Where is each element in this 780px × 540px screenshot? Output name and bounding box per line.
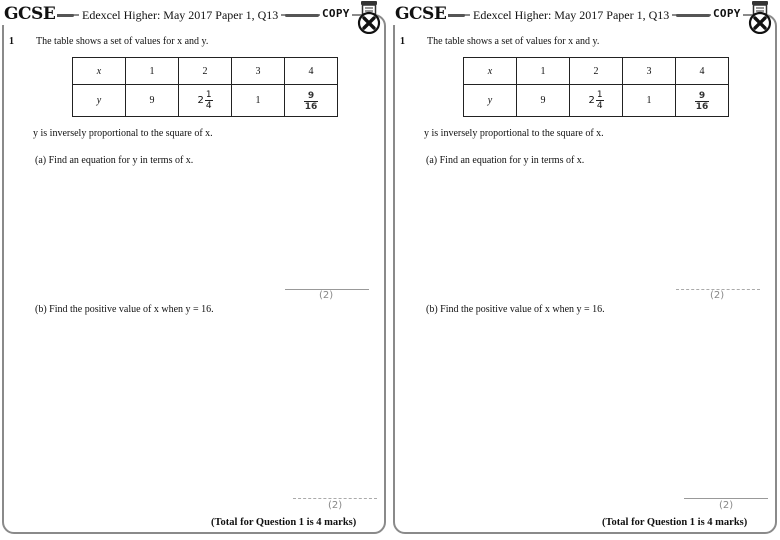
question-number: 1 xyxy=(400,36,405,47)
table-header-y: y xyxy=(73,85,126,117)
table-row-y xyxy=(73,85,338,117)
table-cell xyxy=(676,85,729,117)
part-b-answer-line[interactable] xyxy=(293,498,377,499)
header-rule xyxy=(676,14,710,17)
fraction-denominator: 16 xyxy=(304,101,318,112)
fraction-numerator: 9 xyxy=(307,90,315,101)
worksheet-panel-right xyxy=(391,0,780,540)
part-a-prompt: (a) Find an equation for y in terms of x. xyxy=(35,155,194,166)
proportion-statement: y is inversely proportional to the square of x. xyxy=(424,128,604,139)
copy-cancel-icon[interactable] xyxy=(354,0,384,34)
table-cell xyxy=(179,85,232,117)
fraction xyxy=(304,91,319,112)
exam-title: Edexcel Higher: May 2017 Paper 1, Q13 xyxy=(79,7,281,23)
question-total: (Total for Question 1 is 4 marks) xyxy=(211,517,357,528)
copy-label[interactable]: COPY xyxy=(322,7,350,20)
fraction-denominator: 4 xyxy=(596,101,603,111)
header-rule xyxy=(285,14,319,17)
table-cell: 4 xyxy=(676,58,729,85)
table-row-x xyxy=(73,58,338,85)
table-header-x: x xyxy=(464,58,517,85)
fraction-denominator: 4 xyxy=(205,101,212,111)
table-row-y xyxy=(464,85,729,117)
fraction-denominator: 16 xyxy=(695,101,709,112)
values-table xyxy=(463,57,729,117)
table-cell xyxy=(570,85,623,117)
fraction-numerator: 1 xyxy=(596,90,603,100)
copy-cancel-icon[interactable] xyxy=(745,0,775,34)
fraction xyxy=(205,90,213,111)
table-cell: 9 xyxy=(517,85,570,117)
table-cell: 9 xyxy=(126,85,179,117)
fraction-numerator: 9 xyxy=(698,90,706,101)
table-row-x xyxy=(464,58,729,85)
table-cell: 1 xyxy=(126,58,179,85)
question-number: 1 xyxy=(9,36,14,47)
table-header-x: x xyxy=(73,58,126,85)
fraction xyxy=(695,91,710,112)
part-b-marks: (2) xyxy=(328,500,343,511)
table-cell: 2 xyxy=(570,58,623,85)
fraction-numerator: 1 xyxy=(205,90,212,100)
table-cell: 2 xyxy=(179,58,232,85)
proportion-statement: y is inversely proportional to the square of x. xyxy=(33,128,213,139)
question-stem: The table shows a set of values for x and y. xyxy=(427,36,600,47)
gcse-logo: GCSE xyxy=(395,4,447,24)
part-b-marks: (2) xyxy=(719,500,734,511)
table-cell: 4 xyxy=(285,58,338,85)
fraction xyxy=(596,90,604,111)
mixed-whole: 2 xyxy=(588,95,595,106)
exam-title: Edexcel Higher: May 2017 Paper 1, Q13 xyxy=(470,7,672,23)
table-cell xyxy=(285,85,338,117)
values-table xyxy=(72,57,338,117)
part-a-marks: (2) xyxy=(710,290,725,301)
part-b-prompt: (b) Find the positive value of x when y = 16. xyxy=(426,304,605,315)
copy-label[interactable]: COPY xyxy=(713,7,741,20)
mixed-number xyxy=(588,90,603,111)
question-stem: The table shows a set of values for x and y. xyxy=(36,36,209,47)
table-cell: 3 xyxy=(232,58,285,85)
table-cell: 1 xyxy=(623,85,676,117)
table-cell: 1 xyxy=(232,85,285,117)
part-a-prompt: (a) Find an equation for y in terms of x. xyxy=(426,155,585,166)
mixed-whole: 2 xyxy=(197,95,204,106)
question-total: (Total for Question 1 is 4 marks) xyxy=(602,517,748,528)
table-header-y: y xyxy=(464,85,517,117)
part-b-prompt: (b) Find the positive value of x when y = 16. xyxy=(35,304,214,315)
part-a-marks: (2) xyxy=(319,290,334,301)
table-cell: 3 xyxy=(623,58,676,85)
gcse-logo: GCSE xyxy=(4,4,56,24)
mixed-number xyxy=(197,90,212,111)
part-b-answer-line[interactable] xyxy=(684,498,768,499)
table-cell: 1 xyxy=(517,58,570,85)
